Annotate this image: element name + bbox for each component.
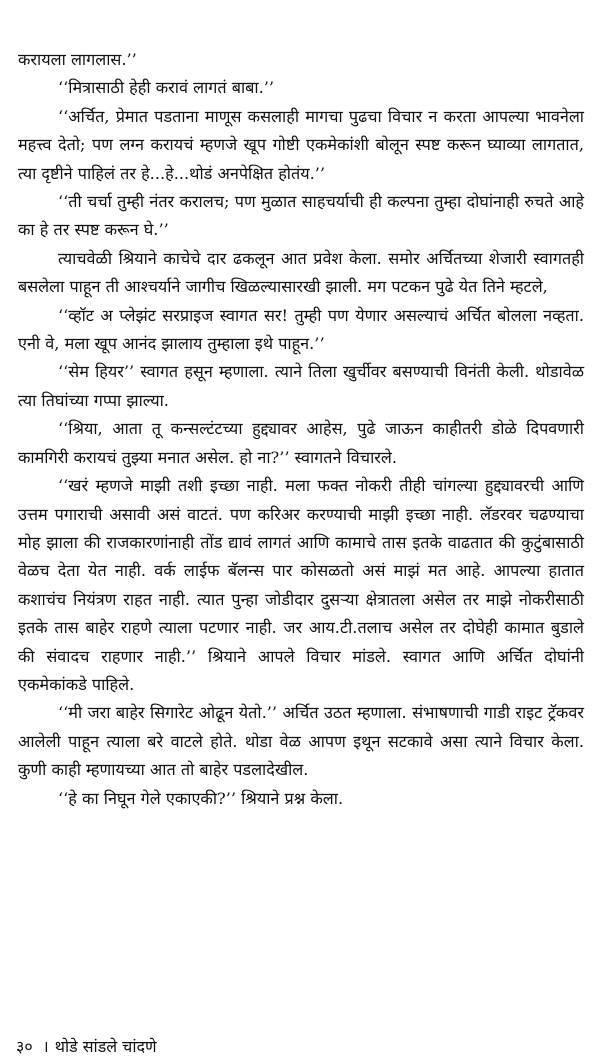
page-number: ३० — [16, 1037, 33, 1056]
page-footer — [16, 1036, 157, 1058]
footer-separator: । — [42, 1037, 49, 1056]
paragraph-8: ‘‘श्रिया, आता तू कन्सल्टंटच्या हुद्द्यावर आहेस, पुढे जाऊन काहीतरी डोळे दिपवणारी कामगिरी करायचं तुझ्या मनात असेल. हो ना?’’ स्वागतने विचारले. — [18, 419, 584, 467]
paragraph-5: त्याचवेळी श्रियाने काचेचे दार ढकलून आत प्रवेश केला. समोर अर्चितच्या शेजारी स्वागतही बसलेला पाहून ती आश्चर्याने जागीच खिळल्यासारखी झाली. मग पटकन पुढे येत तिने म्हटले, — [18, 248, 584, 297]
book-title: थोडे सांडले चांदणे — [54, 1037, 157, 1056]
paragraph-6: ‘‘व्हॉट अ प्लेझंट सरप्राइज स्वागत सर! तुम्ही पण येणार असल्याचं अर्चित बोलला नव्हता. एनी वे, मला खूप आनंद झालाय तुम्हाला इथे पाहून.’’ — [18, 305, 584, 354]
paragraph-2: ‘‘मित्रासाठी हेही करावं लागतं बाबा.’’ — [58, 78, 275, 98]
page-body — [18, 46, 584, 813]
paragraph-9: ‘‘खरं म्हणजे माझी तशी इच्छा नाही. मला फक्त नोकरी तीही चांगल्या हुद्द्यावरची आणि उत्तम पगाराची असावी असं वाटतं. पण करिअर करण्याची माझी इच्छा नाही. लॅडरवर चढण्याचा मोह झाला की राजकारणांनाही तोंड द्यावं लागतं आणि कामाचे तास इतके वाढतात की कुटुंबासाठी वेळच देता येत नाही. वर्क लाईफ बॅलन्स पार कोसळतो असं माझं मत आहे. आपल्या हातात कशाचंच नियंत्रण राहत नाही. त्यात पुन्हा जोडीदार दुसऱ्या क्षेत्रातला असेल तर माझे नोकरीसाठी इतके तास बाहेर राहणे त्याला पटणार नाही. जर आय.टी.तलाच असेल तर दोघेही कामात बुडाले की संवादच राहणार नाही.’’ श्रियाने आपले विचार मांडले. स्वागत आणि अर्चित दोघांनी एकमेकांकडे पाहिले. — [18, 476, 584, 694]
paragraph-10: ‘‘मी जरा बाहेर सिगारेट ओढून येतो.’’ अर्चित उठत म्हणाला. संभाषणाची गाडी राइट ट्रॅकवर आलेली पाहून त्याला बरे वाटले होते. थोडा वेळ आपण इथून सटकावे असा त्याने विचार केला. कुणी काही म्हणायच्या आत तो बाहेर पडलादेखील. — [18, 703, 584, 780]
paragraph-1: करायला लागलास.’’ — [18, 50, 137, 69]
paragraph-4: ‘‘ती चर्चा तुम्ही नंतर करालच; पण मुळात साहचर्याची ही कल्पना तुम्हा दोघांनाही रुचते आहे का हे तर स्पष्ट करून घे.’’ — [18, 192, 584, 240]
paragraph-3: ‘‘अर्चित, प्रेमात पडताना माणूस कसलाही मागचा पुढचा विचार न करता आपल्या भावनेला महत्त्व देतो; पण लग्न करायचं म्हणजे खूप गोष्टी एकमेकांशी बोलून स्पष्ट करून घ्याव्या लागतात, त्या दृष्टीने पाहिलं तर हे...हे...थोडं अनपेक्षित होतंय.’’ — [18, 106, 584, 183]
paragraph-7: ‘‘सेम हियर’’ स्वागत हसून म्हणाला. त्याने तिला खुर्चीवर बसण्याची विनंती केली. थोडावेळ त्या तिघांच्या गप्पा झाल्या. — [18, 362, 584, 410]
paragraph-11: ‘‘हे का निघून गेले एकाएकी?’’ श्रियाने प्रश्न केला. — [58, 788, 344, 808]
